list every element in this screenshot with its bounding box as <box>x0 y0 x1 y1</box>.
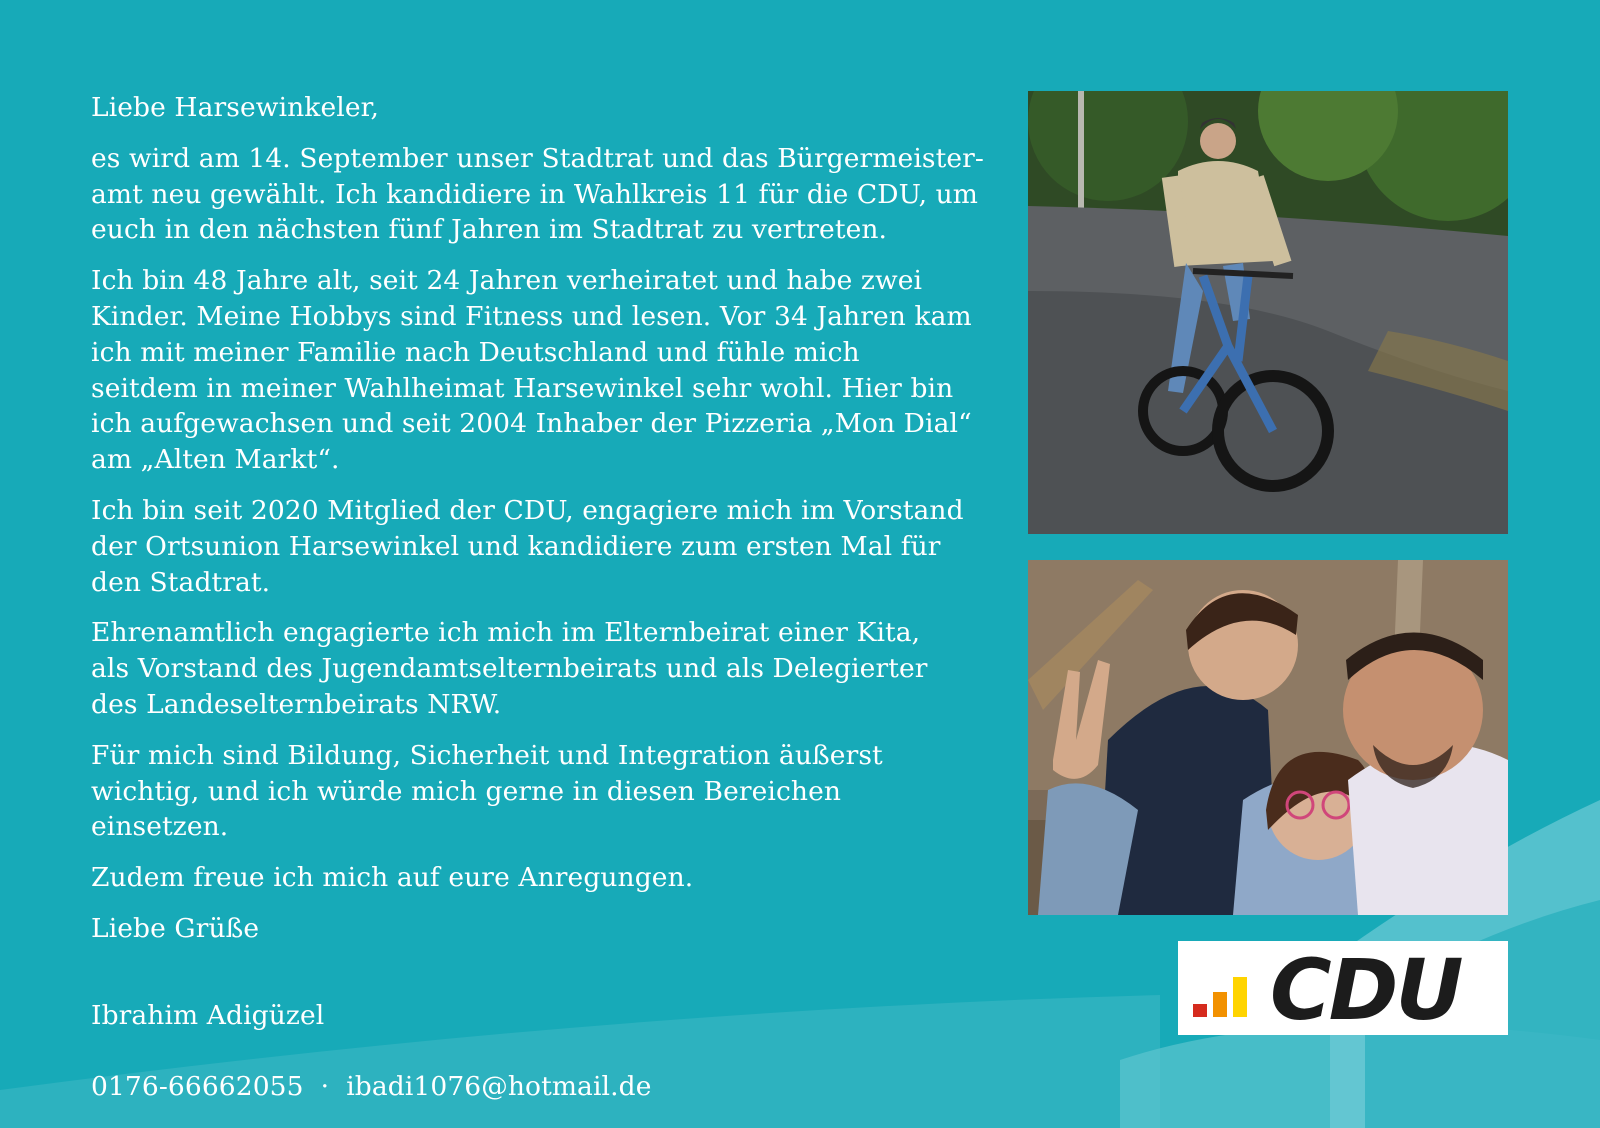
cdu-logo <box>1178 941 1508 1039</box>
letter-greeting: Liebe Harsewinkeler, <box>91 92 379 123</box>
contact-line <box>91 1071 651 1102</box>
signature-name: Ibrahim Adigüzel <box>91 999 325 1031</box>
cdu-logo-bars-icon <box>1193 971 1263 1021</box>
photo-candidate-with-children <box>1028 560 1508 915</box>
signature-block <box>91 962 991 1105</box>
letter-paragraph: Ich bin seit 2020 Mitglied der CDU, engagiere mich im Vorstand der Ortsunion Harsewinkel und kandidiere zum ersten Mal für den Stadtrat. <box>91 494 964 598</box>
letter-paragraph: es wird am 14. September unser Stadtrat und das Bürgermeister- amt neu gewählt. Ich kandidiere in Wahlkreis 11 für die CDU, um euch in den nächsten fünf Jahren im Stadtrat zu vertreten. <box>91 142 984 246</box>
candidate-letter <box>91 90 991 1120</box>
letter-paragraph: Ich bin 48 Jahre alt, seit 24 Jahren verheiratet und habe zwei Kinder. Meine Hobbys sind Fitness und lesen. Vor 34 Jahren kam ich mit meiner Familie nach Deutschland und fühle mich seitdem in meiner Wahlheimat Harsewinkel sehr wohl. Hier bin ich aufgewachsen und seit 2004 Inhaber der Pizzeria „Mon Dial“ am „Alten Markt“. <box>91 265 972 476</box>
phone-number[interactable]: 0176-66662055 <box>91 1071 304 1103</box>
email-address[interactable]: ibadi1076@hotmail.de <box>346 1071 652 1103</box>
photo-candidate-on-bike <box>1028 91 1508 534</box>
letter-paragraph: Für mich sind Bildung, Sicherheit und Integration äußerst wichtig, und ich würde mich gerne in diesen Bereichen einsetzen. <box>91 739 883 843</box>
letter-paragraph: Zudem freue ich mich auf eure Anregungen. <box>91 862 694 894</box>
letter-paragraph: Ehrenamtlich engagierte ich mich im Elternbeirat einer Kita, als Vorstand des Jugendamtselternbeirats und als Delegierter des Landeselternbeirats NRW. <box>91 617 928 720</box>
cdu-logo-text: CDU <box>1270 941 1461 1039</box>
contact-separator: · <box>320 1071 330 1103</box>
letter-closing: Liebe Grüße <box>91 912 260 944</box>
